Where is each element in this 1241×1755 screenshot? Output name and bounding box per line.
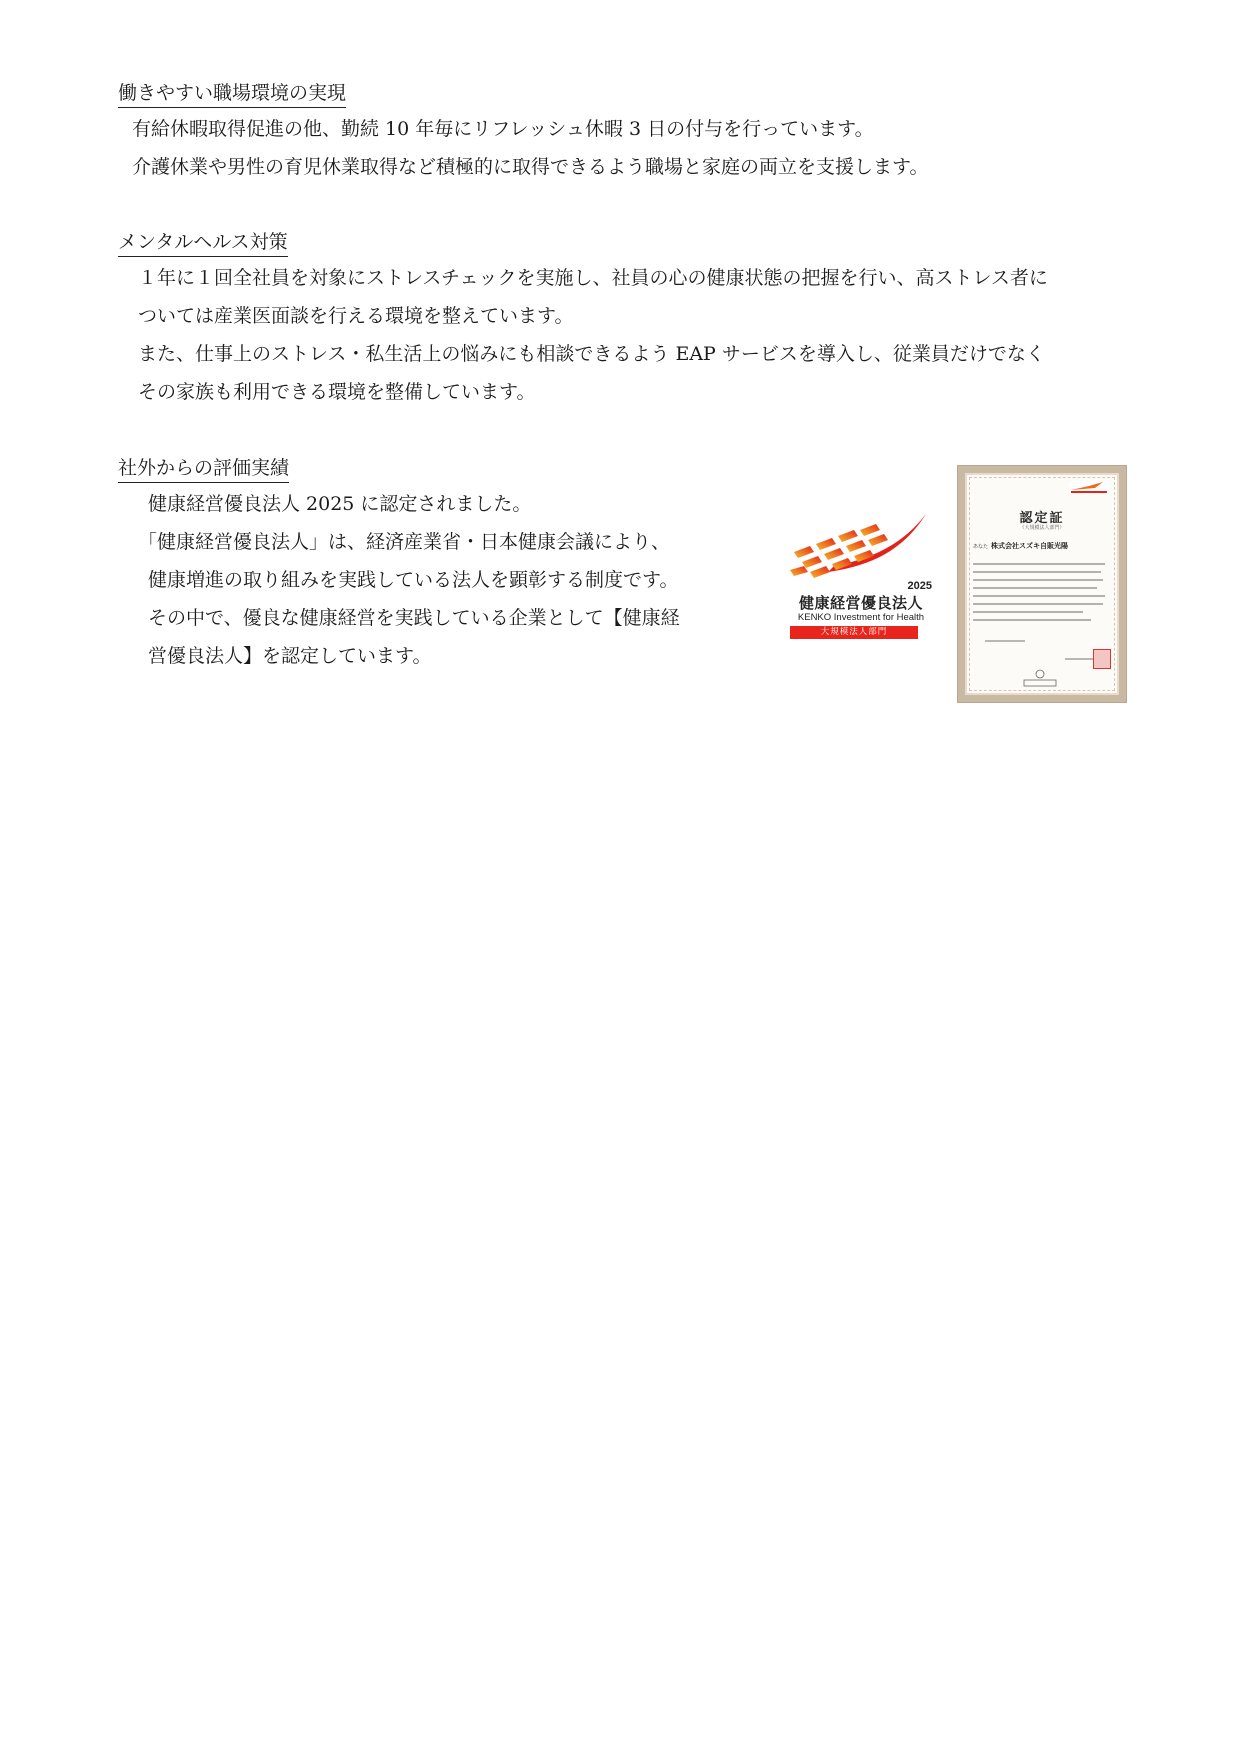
section-heading-external-evaluation: 社外からの評価実績 bbox=[118, 455, 289, 483]
logo-name: 健康経営優良法人 bbox=[798, 594, 923, 612]
certificate-issuer bbox=[1065, 658, 1095, 660]
section-body-mental-health bbox=[138, 259, 1048, 411]
certificate-subtitle: （大規模法人部門） bbox=[1019, 525, 1065, 531]
certificate-stamp-icon bbox=[1023, 669, 1057, 687]
certificate-recipient bbox=[973, 541, 1111, 551]
certificate-seal-icon bbox=[1093, 649, 1111, 669]
paragraph-line: 健康経営優良法人 2025 に認定されました。 bbox=[148, 493, 532, 515]
paragraph-line: 「健康経営優良法人」は、経済産業省・日本健康会議により、 bbox=[138, 531, 671, 553]
paragraph-line: １年に１回全社員を対象にストレスチェックを実施し、社員の心の健康状態の把握を行い、高ストレス者に bbox=[138, 267, 1048, 289]
certificate-date bbox=[985, 640, 1025, 642]
paragraph-line: 介護休業や男性の育児休業取得など積極的に取得できるよう職場と家庭の両立を支援します。 bbox=[132, 156, 929, 178]
section-body-work-environment bbox=[132, 110, 928, 186]
certificate-recipient-name: 株式会社スズキ自販光陽 bbox=[991, 542, 1069, 550]
logo-year: 2025 bbox=[907, 580, 932, 592]
certification-certificate bbox=[958, 466, 1126, 702]
certificate-title: 認定証 bbox=[1019, 511, 1065, 526]
logo-english: KENKO Investment for Health bbox=[797, 612, 925, 623]
paragraph-line: 健康増進の取り組みを実践している法人を顕彰する制度です。 bbox=[148, 569, 679, 591]
certificate-body-text bbox=[973, 563, 1111, 627]
kenko-keiei-logo bbox=[788, 512, 934, 640]
section-heading-work-environment: 働きやすい職場環境の実現 bbox=[118, 80, 346, 108]
certificate-logo-icon bbox=[1069, 481, 1109, 493]
logo-category-band: 大規模法人部門 bbox=[790, 626, 918, 639]
paragraph-line: また、仕事上のストレス・私生活上の悩みにも相談できるよう EAP サービスを導入し、従業員だけでなく bbox=[138, 343, 1045, 365]
certificate-recipient-prefix: あなた bbox=[973, 544, 989, 550]
paragraph-line: 有給休暇取得促進の他、勤続 10 年毎にリフレッシュ休暇 3 日の付与を行っています。 bbox=[132, 118, 874, 140]
paragraph-line: 営優良法人】を認定しています。 bbox=[148, 645, 432, 667]
paragraph-line: その中で、優良な健康経営を実践している企業として【健康経 bbox=[148, 607, 680, 629]
logo-wing-icon bbox=[788, 512, 934, 584]
section-heading-mental-health: メンタルヘルス対策 bbox=[118, 229, 288, 257]
paragraph-line: その家族も利用できる環境を整備しています。 bbox=[138, 381, 536, 403]
section-body-external-evaluation bbox=[138, 485, 680, 675]
paragraph-line: ついては産業医面談を行える環境を整えています。 bbox=[138, 305, 574, 327]
